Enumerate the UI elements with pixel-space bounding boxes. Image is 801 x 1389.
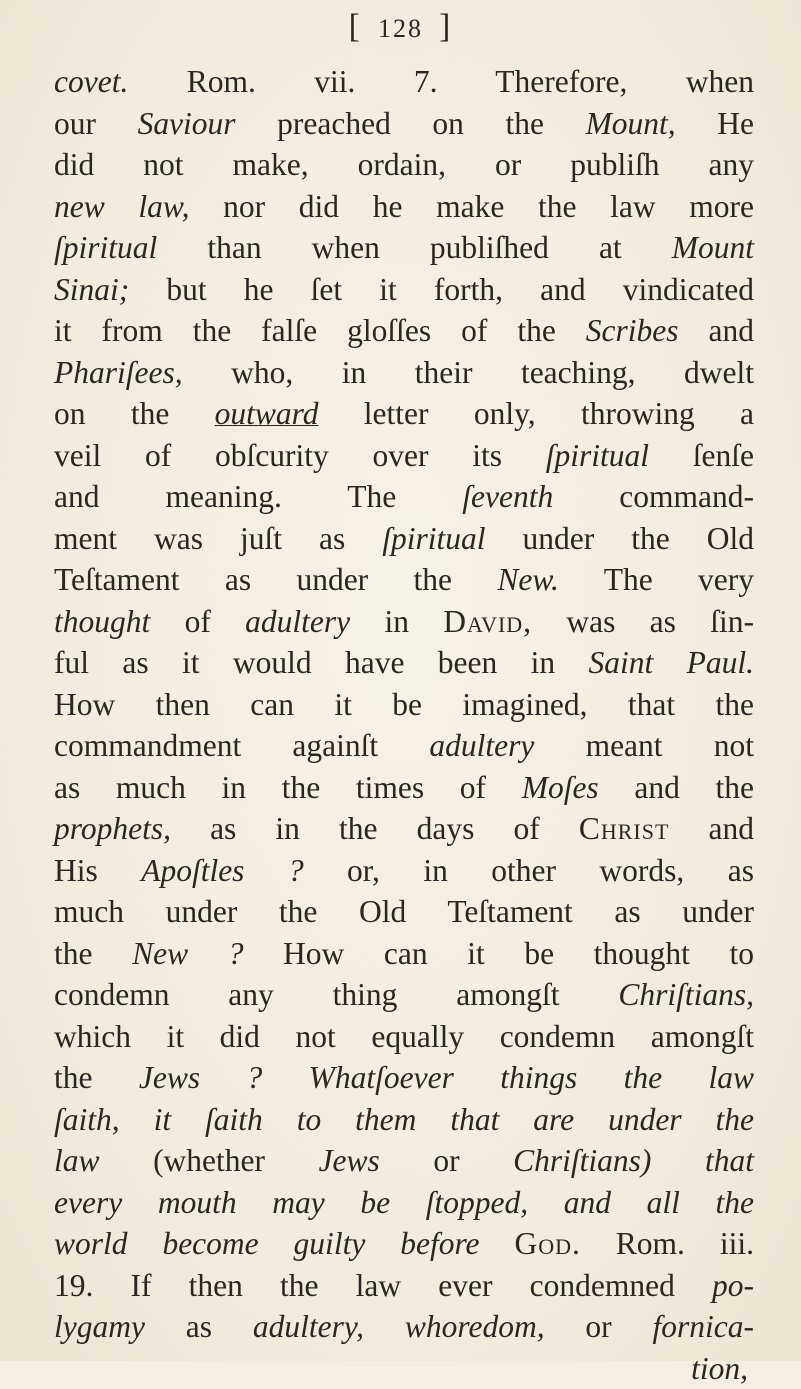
text-span	[480, 1226, 515, 1261]
text-span: which it did not equally condemn amongſt	[54, 1019, 754, 1054]
text-span: New.	[497, 562, 559, 597]
text-span: veil of obſcurity over its	[54, 438, 546, 473]
text-span: David,	[443, 604, 532, 639]
text-line	[54, 476, 754, 518]
text-span: Rom. vii. 7. Therefore, when	[128, 64, 754, 99]
header-close-bracket: ]	[439, 8, 452, 45]
text-span: Chriſtians)	[513, 1143, 651, 1178]
text-span: Jews ? Whatſoever things the law	[139, 1060, 754, 1095]
text-span: than when publiſhed at	[157, 230, 671, 265]
text-span: ment was juſt as	[54, 521, 382, 556]
text-line	[54, 974, 754, 1016]
text-span: command-	[553, 479, 754, 514]
text-span: tion,	[691, 1351, 748, 1386]
text-span: in	[350, 604, 443, 639]
text-span: prophets,	[54, 811, 171, 846]
text-line	[54, 1348, 754, 1389]
body-text	[54, 61, 754, 1389]
text-span: and the	[599, 770, 754, 805]
text-span: lygamy	[54, 1309, 145, 1344]
text-span: ſpiritual	[54, 230, 157, 265]
text-span: (whether	[100, 1143, 319, 1178]
text-line	[54, 933, 754, 975]
text-span: or	[545, 1309, 653, 1344]
text-span: and	[679, 313, 754, 348]
text-span: thought	[54, 604, 150, 639]
text-line	[54, 1182, 754, 1224]
text-line	[54, 61, 754, 103]
text-span: ful as it would have been in	[54, 645, 589, 680]
text-span: New ?	[132, 936, 243, 971]
text-span: the	[54, 936, 132, 971]
text-line	[54, 559, 754, 601]
text-span: as in the days of	[171, 811, 579, 846]
text-span: much under the Old Teſtament as under	[54, 894, 754, 929]
text-span: adultery	[245, 604, 350, 639]
text-line	[54, 103, 754, 145]
text-span: and	[669, 811, 754, 846]
text-span: preached on the	[236, 106, 586, 141]
text-span: Rom. iii.	[581, 1226, 754, 1261]
text-span: Phariſees,	[54, 355, 183, 390]
text-span: 19. If then the law ever condemned	[54, 1268, 712, 1303]
text-span: How can it be thought to	[243, 936, 754, 971]
text-line	[54, 518, 754, 560]
text-span: The very	[559, 562, 754, 597]
text-span: Moſes	[522, 770, 599, 805]
text-line	[54, 435, 754, 477]
text-span: under the Old	[486, 521, 754, 556]
text-span: law	[54, 1143, 100, 1178]
text-span: our	[54, 106, 138, 141]
text-span: Jews	[319, 1143, 380, 1178]
text-span: that	[705, 1143, 754, 1178]
text-span: every mouth may be ſtopped, and all the	[54, 1185, 754, 1220]
text-span: it from the falſe gloſſes of the	[54, 313, 586, 348]
text-span: the	[54, 1060, 139, 1095]
text-span: How then can it be imagined, that the	[54, 687, 754, 722]
text-span: was as ſin-	[532, 604, 754, 639]
text-line	[54, 767, 754, 809]
text-span: ſpiritual	[546, 438, 649, 473]
text-line	[54, 891, 754, 933]
text-span: whoredom,	[405, 1309, 545, 1344]
text-line	[54, 1140, 754, 1182]
text-span	[364, 1309, 405, 1344]
text-span: Mount,	[586, 106, 676, 141]
text-span: and meaning. The	[54, 479, 462, 514]
text-line	[54, 1016, 754, 1058]
text-line	[54, 144, 754, 186]
text-span: Sinai;	[54, 272, 129, 307]
text-line	[54, 684, 754, 726]
text-line	[54, 642, 754, 684]
text-span: Apoſtles ?	[141, 853, 303, 888]
text-line	[54, 1057, 754, 1099]
text-span: ſeventh	[462, 479, 553, 514]
text-span: or, in other words, as	[304, 853, 754, 888]
text-line	[54, 1265, 754, 1307]
text-span: covet.	[54, 64, 128, 99]
text-span: Scribes	[586, 313, 679, 348]
text-line	[54, 725, 754, 767]
header-open-bracket: [	[349, 8, 362, 45]
text-span: adultery,	[253, 1309, 364, 1344]
text-line	[54, 227, 754, 269]
text-span: of	[150, 604, 245, 639]
text-span: fornica-	[653, 1309, 754, 1344]
text-span: ſpiritual	[382, 521, 485, 556]
text-line	[54, 1306, 754, 1348]
text-span: po-	[712, 1268, 754, 1303]
text-span: letter only, throwing a	[318, 396, 754, 431]
text-span: Chriſtians,	[618, 977, 754, 1012]
text-span: world become guilty before	[54, 1226, 480, 1261]
text-span: His	[54, 853, 141, 888]
text-span: ſaith, it ſaith to them that are under the	[54, 1102, 754, 1137]
text-span: Saint Paul.	[589, 645, 755, 680]
text-span: Christ	[579, 811, 670, 846]
text-span: Saviour	[138, 106, 236, 141]
text-line	[54, 186, 754, 228]
text-span: outward	[215, 396, 319, 431]
text-span	[651, 1143, 705, 1178]
text-line	[54, 1223, 754, 1265]
text-span: as much in the times of	[54, 770, 522, 805]
text-span: Teſtament as under the	[54, 562, 497, 597]
page-header	[0, 8, 801, 46]
text-span: new law,	[54, 189, 189, 224]
text-line	[54, 352, 754, 394]
text-span: or	[380, 1143, 513, 1178]
text-line	[54, 601, 754, 643]
text-line	[54, 850, 754, 892]
text-span: but he ſet it forth, and vindicated	[129, 272, 754, 307]
text-span: who, in their teaching, dwelt	[183, 355, 754, 390]
text-span: ſenſe	[649, 438, 754, 473]
text-line	[54, 1099, 754, 1141]
text-span: nor did he make the law more	[189, 189, 754, 224]
text-span: Mount	[672, 230, 754, 265]
text-line	[54, 269, 754, 311]
text-span: adultery	[429, 728, 534, 763]
text-span: meant not	[534, 728, 754, 763]
text-span: as	[145, 1309, 253, 1344]
text-span: God.	[514, 1226, 580, 1261]
text-line	[54, 393, 754, 435]
text-line	[54, 310, 754, 352]
text-span: did not make, ordain, or publiſh any	[54, 147, 754, 182]
text-span: condemn any thing amongſt	[54, 977, 618, 1012]
text-span: commandment againſt	[54, 728, 429, 763]
text-line	[54, 808, 754, 850]
page-number: 128	[378, 14, 423, 43]
text-span: on the	[54, 396, 215, 431]
text-span: He	[676, 106, 754, 141]
